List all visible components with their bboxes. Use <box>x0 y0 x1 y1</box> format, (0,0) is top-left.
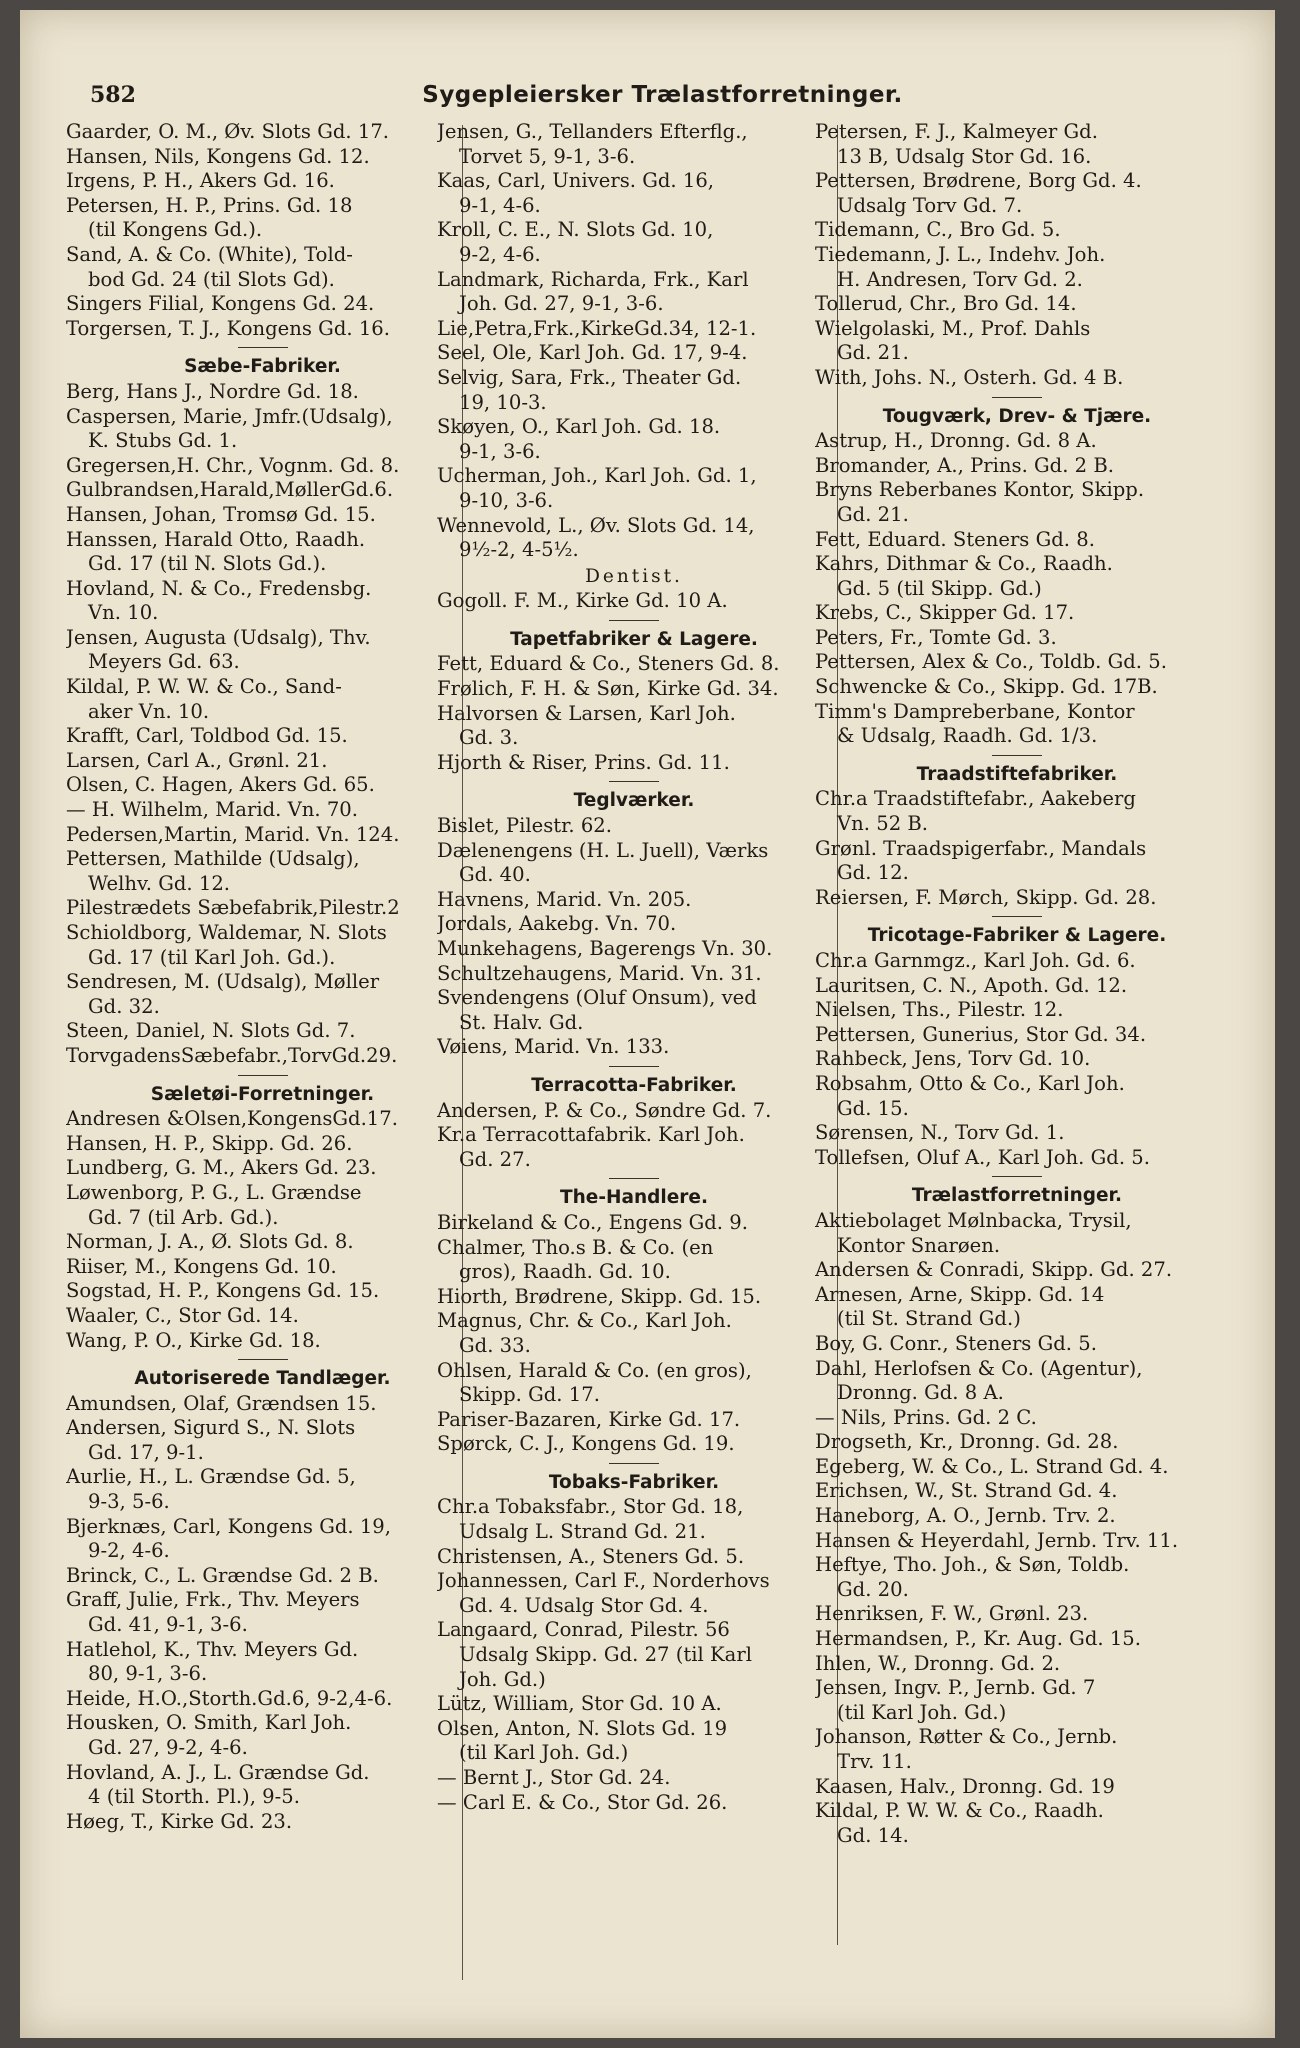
directory-entry: Berg, Hans J., Nordre Gd. 18. <box>66 379 359 403</box>
directory-entry: Pariser-Bazaren, Kirke Gd. 17. <box>437 1407 741 1431</box>
directory-entry: — Nils, Prins. Gd. 2 C. <box>815 1405 1037 1429</box>
section-separator <box>437 1172 831 1184</box>
entry-continuation: Trv. 11. <box>837 1750 912 1773</box>
directory-entry: Johanson, Røtter & Co., Jernb. <box>815 1725 1118 1749</box>
directory-entry: Lundberg, G. M., Akers Gd. 23. <box>66 1156 377 1180</box>
directory-entry: Skøyen, O., Karl Joh. Gd. 18. <box>437 415 721 439</box>
entry-continuation: Gd. 20. <box>837 1577 909 1601</box>
section-heading: Tobaks-Fabriker. <box>548 1471 720 1493</box>
directory-entry: Bryns Reberbanes Kontor, Skipp. <box>815 478 1145 502</box>
entry-continuation: (til Karl Joh. Gd.) <box>459 1741 629 1765</box>
directory-entry: Grønl. Traadspigerfabr., Mandals <box>815 836 1147 860</box>
directory-entry: Kildal, P. W. W. & Co., Raadh. <box>815 1799 1104 1823</box>
directory-entry: TorvgadensSæbefabr.,TorvGd.29. <box>66 1043 398 1067</box>
entry-continuation: 9-3, 5-6. <box>88 1490 170 1514</box>
directory-entry: Egeberg, W. & Co., L. Strand Gd. 4. <box>815 1454 1169 1478</box>
directory-entry: Waaler, C., Stor Gd. 14. <box>66 1303 299 1327</box>
directory-entry: Boy, G. Conr., Steners Gd. 5. <box>815 1331 1097 1355</box>
directory-entry: — Carl E. & Co., Stor Gd. 26. <box>437 1790 728 1814</box>
directory-entry: Sand, A. & Co. (White), Told- <box>66 242 353 266</box>
directory-entry: Tollerud, Chr., Bro Gd. 14. <box>815 292 1077 316</box>
section-separator <box>437 775 831 787</box>
entry-continuation: Gd. 21. <box>837 341 909 365</box>
directory-entry: Hansen, Johan, Tromsø Gd. 15. <box>66 502 376 526</box>
section-heading: Teglværker. <box>573 790 695 812</box>
directory-entry: Hatlehol, K., Thv. Meyers Gd. <box>66 1637 359 1661</box>
entry-continuation: 9½-2, 4-5½. <box>459 538 579 562</box>
section-separator <box>66 1069 459 1081</box>
directory-entry: Sendresen, M. (Udsalg), Møller <box>66 970 380 994</box>
entry-continuation: & Udsalg, Raadh. Gd. 1/3. <box>837 724 1098 748</box>
directory-entry: Kaas, Carl, Univers. Gd. 16, <box>437 169 715 193</box>
directory-entry: Landmark, Richarda, Frk., Karl <box>437 267 749 291</box>
directory-entry: Rahbeck, Jens, Torv Gd. 10. <box>815 1047 1091 1071</box>
entry-continuation: Gd. 33. <box>459 1333 531 1357</box>
directory-entry: Hansen, H. P., Skipp. Gd. 26. <box>66 1131 353 1155</box>
entry-continuation: Gd. 21. <box>837 502 909 526</box>
directory-entry: Krafft, Carl, Toldbod Gd. 15. <box>66 724 348 748</box>
directory-entry: Steen, Daniel, N. Slots Gd. 7. <box>66 1019 356 1043</box>
directory-entry: Hjorth & Riser, Prins. Gd. 11. <box>437 750 730 774</box>
directory-entry: Reiersen, F. Mørch, Skipp. Gd. 28. <box>815 885 1157 909</box>
directory-entry: Hiorth, Brødrene, Skipp. Gd. 15. <box>437 1284 762 1308</box>
entry-continuation: Gd. 27, 9-2, 4-6. <box>88 1736 248 1759</box>
directory-entry: Pilestrædets Sæbefabrik,Pilestr.2 <box>66 896 400 920</box>
entry-continuation: Welhv. Gd. 12. <box>88 871 231 895</box>
directory-entry: Riiser, M., Kongens Gd. 10. <box>66 1254 337 1278</box>
entry-continuation: K. Stubs Gd. 1. <box>88 429 238 453</box>
directory-entry: Jensen, Ingv. P., Jernb. Gd. 7 <box>815 1676 1096 1700</box>
directory-entry: Frølich, F. H. & Søn, Kirke Gd. 34. <box>437 677 779 701</box>
directory-entry: Aurlie, H., L. Grændse Gd. 5, <box>66 1465 356 1489</box>
directory-entry: Andersen, Sigurd S., N. Slots <box>66 1416 356 1440</box>
directory-entry: Kr.a Terracottafabrik. Karl Joh. <box>437 1123 745 1147</box>
section-separator <box>437 1060 831 1072</box>
directory-entry: Gulbrandsen,Harald,MøllerGd.6. <box>66 478 394 502</box>
directory-entry: Kroll, C. E., N. Slots Gd. 10, <box>437 218 714 242</box>
directory-entry: Brinck, C., L. Grændse Gd. 2 B. <box>66 1563 379 1587</box>
directory-entry: Hansen, Nils, Kongens Gd. 12. <box>66 144 370 168</box>
directory-entry: Svendengens (Oluf Onsum), ved <box>437 986 757 1010</box>
directory-entry: Lütz, William, Stor Gd. 10 A. <box>437 1692 722 1716</box>
column-2 <box>437 120 831 1815</box>
directory-entry: Singers Filial, Kongens Gd. 24. <box>66 292 375 316</box>
directory-entry: Hansen & Heyerdahl, Jernb. Trv. 11. <box>815 1528 1179 1552</box>
directory-entry: Tollefsen, Oluf A., Karl Joh. Gd. 5. <box>815 1145 1150 1169</box>
entry-continuation: Gd. 41, 9-1, 3-6. <box>88 1613 248 1637</box>
entry-continuation: Kontor Snarøen. <box>837 1233 1001 1257</box>
directory-entry: Pettersen, Brødrene, Borg Gd. 4. <box>815 169 1142 193</box>
directory-entry: Kahrs, Dithmar & Co., Raadh. <box>815 552 1113 576</box>
directory-entry: Torgersen, T. J., Kongens Gd. 16. <box>66 316 390 340</box>
entry-continuation: Gd. 12. <box>837 861 909 885</box>
directory-entry: Henriksen, F. W., Grønl. 23. <box>815 1602 1089 1626</box>
directory-entry: Langaard, Conrad, Pilestr. 56 <box>437 1618 730 1642</box>
section-separator <box>815 910 1219 922</box>
directory-entry: Lie,Petra,Frk.,KirkeGd.34, 12-1. <box>437 316 757 340</box>
directory-entry: Wielgolaski, M., Prof. Dahls <box>815 316 1091 340</box>
directory-entry: Johannessen, Carl F., Norderhovs <box>437 1569 770 1593</box>
directory-entry: Lauritsen, C. N., Apoth. Gd. 12. <box>815 973 1128 997</box>
directory-entry: Munkehagens, Bagerengs Vn. 30. <box>437 937 773 960</box>
directory-entry: Spørck, C. J., Kongens Gd. 19. <box>437 1432 735 1456</box>
entry-continuation: Meyers Gd. 63. <box>88 650 240 674</box>
directory-entry: Jensen, Augusta (Udsalg), Thv. <box>66 625 371 649</box>
entry-continuation: Vn. 52 B. <box>837 812 929 836</box>
section-separator <box>437 614 831 626</box>
directory-entry: Pettersen, Alex & Co., Toldb. Gd. 5. <box>815 650 1167 674</box>
directory-entry: Selvig, Sara, Frk., Theater Gd. <box>437 365 742 389</box>
page-header <box>90 82 1235 118</box>
directory-entry: — H. Wilhelm, Marid. Vn. 70. <box>66 798 358 822</box>
entry-continuation: Udsalg Skipp. Gd. 27 (til Karl <box>459 1643 752 1667</box>
directory-entry: Christensen, A., Steners Gd. 5. <box>437 1544 745 1568</box>
section-heading: The-Handlere. <box>560 1187 708 1209</box>
directory-entry: Olsen, C. Hagen, Akers Gd. 65. <box>66 773 375 797</box>
directory-entry: Timm's Dampreberbane, Kontor <box>815 699 1135 723</box>
directory-entry: Haneborg, A. O., Jernb. Trv. 2. <box>815 1504 1116 1528</box>
entry-continuation: Gd. 14. <box>837 1823 909 1847</box>
page-number: 582 <box>90 82 136 108</box>
section-heading: Sæbe-Fabriker. <box>184 356 341 378</box>
directory-entry: Wang, P. O., Kirke Gd. 18. <box>66 1328 321 1352</box>
entry-continuation: 9-1, 3-6. <box>459 439 541 463</box>
directory-entry: Vøiens, Marid. Vn. 133. <box>437 1035 670 1059</box>
section-separator <box>437 1457 831 1469</box>
entry-continuation: Gd. 3. <box>459 726 519 750</box>
directory-entry: Schwencke & Co., Skipp. Gd. 17B. <box>815 675 1158 699</box>
entry-continuation: bod Gd. 24 (til Slots Gd). <box>88 267 335 291</box>
directory-entry: Ohlsen, Harald & Co. (en gros), <box>437 1358 752 1382</box>
directory-entry: Larsen, Carl A., Grønl. 21. <box>66 748 328 772</box>
entry-continuation: Joh. Gd. 27, 9-1, 3-6. <box>459 292 664 316</box>
directory-entry: Gregersen,H. Chr., Vognm. Gd. 8. <box>66 453 400 477</box>
directory-entry: Nielsen, Ths., Pilestr. 12. <box>815 998 1064 1022</box>
entry-continuation: (til Kongens Gd.). <box>88 218 263 242</box>
entry-continuation: Gd. 15. <box>837 1096 909 1120</box>
directory-entry: Peters, Fr., Tomte Gd. 3. <box>815 625 1057 649</box>
directory-entry: Schultzehaugens, Marid. Vn. 31. <box>437 961 762 985</box>
section-heading: Tougværk, Drev- & Tjære. <box>882 405 1152 427</box>
directory-entry: Wennevold, L., Øv. Slots Gd. 14, <box>437 513 755 537</box>
section-heading: Autoriserede Tandlæger. <box>134 1368 391 1390</box>
directory-entry: Halvorsen & Larsen, Karl Joh. <box>437 701 736 725</box>
entry-continuation: Gd. 5 (til Skipp. Gd.) <box>837 576 1042 600</box>
directory-entry: Caspersen, Marie, Jmfr.(Udsalg), <box>66 404 393 428</box>
directory-entry: Andresen &Olsen,KongensGd.17. <box>66 1107 398 1131</box>
entry-continuation: Gd. 7 (til Arb. Gd.). <box>88 1205 279 1229</box>
directory-entry: Pettersen, Mathilde (Udsalg), <box>66 847 360 871</box>
section-heading: Dentist. <box>585 565 683 587</box>
entry-continuation: gros), Raadh. Gd. 10. <box>459 1260 671 1284</box>
running-head: Sygepleiersker Trælastforretninger. <box>422 82 903 108</box>
entry-continuation: Vn. 10. <box>88 601 159 625</box>
entry-continuation: Gd. 27. <box>459 1147 531 1171</box>
entry-continuation: 9-2, 4-6. <box>459 242 541 266</box>
column-3 <box>815 120 1219 1848</box>
directory-entry: Magnus, Chr. & Co., Karl Joh. <box>437 1309 732 1333</box>
directory-entry: Petersen, F. J., Kalmeyer Gd. <box>815 120 1098 143</box>
directory-entry: Hanssen, Harald Otto, Raadh. <box>66 527 366 551</box>
directory-entry: Housken, O. Smith, Karl Joh. <box>66 1711 352 1735</box>
entry-continuation: 80, 9-1, 3-6. <box>88 1662 208 1686</box>
entry-continuation: (til St. Strand Gd.) <box>837 1307 1021 1331</box>
section-heading: Sæletøi-Forretninger. <box>150 1083 375 1105</box>
directory-entry: Schioldborg, Waldemar, N. Slots <box>66 921 387 944</box>
directory-entry: Chalmer, Tho.s B. & Co. (en <box>437 1235 714 1259</box>
entry-continuation: 9-1, 4-6. <box>459 193 541 217</box>
directory-entry: Fett, Eduard & Co., Steners Gd. 8. <box>437 652 780 676</box>
directory-entry: Heftye, Tho. Joh., & Søn, Toldb. <box>815 1553 1130 1577</box>
section-separator <box>66 341 459 353</box>
entry-continuation: Torvet 5, 9-1, 3-6. <box>459 144 636 168</box>
section-heading: Traadstiftefabriker. <box>916 763 1118 785</box>
column-1 <box>66 120 459 1834</box>
directory-entry: Fett, Eduard. Steners Gd. 8. <box>815 527 1095 551</box>
section-heading: Terracotta-Fabriker. <box>531 1074 737 1096</box>
directory-entry: Heide, H.O.,Storth.Gd.6, 9-2,4-6. <box>66 1686 393 1710</box>
entry-continuation: H. Andresen, Torv Gd. 2. <box>837 267 1083 291</box>
directory-entry: Gaarder, O. M., Øv. Slots Gd. 17. <box>66 120 390 143</box>
directory-entry: Sørensen, N., Torv Gd. 1. <box>815 1121 1065 1145</box>
directory-entry: Tidemann, C., Bro Gd. 5. <box>815 218 1061 242</box>
directory-entry: With, Johs. N., Osterh. Gd. 4 B. <box>815 365 1124 389</box>
directory-entry: Dahl, Herlofsen & Co. (Agentur), <box>815 1356 1143 1380</box>
entry-continuation: Joh. Gd.) <box>459 1667 546 1691</box>
section-heading: Tapetfabriker & Lagere. <box>510 628 758 650</box>
directory-entry: — Bernt J., Stor Gd. 24. <box>437 1766 671 1789</box>
entry-continuation: Gd. 4. Udsalg Stor Gd. 4. <box>459 1593 709 1617</box>
entry-continuation: Dronng. Gd. 8 A. <box>837 1381 1004 1405</box>
entry-continuation: Udsalg L. Strand Gd. 21. <box>459 1520 706 1544</box>
directory-entry: Pettersen, Gunerius, Stor Gd. 34. <box>815 1022 1147 1046</box>
directory-entry: Andersen, P. & Co., Søndre Gd. 7. <box>437 1098 772 1122</box>
section-separator <box>815 1170 1219 1182</box>
directory-entry: Drogseth, Kr., Dronng. Gd. 28. <box>815 1430 1119 1454</box>
section-heading: Tricotage-Fabriker & Lagere. <box>867 925 1167 947</box>
directory-entry: Løwenborg, P. G., L. Grændse <box>66 1180 362 1204</box>
entry-continuation: Gd. 17 (til Karl Joh. Gd.). <box>88 945 336 969</box>
entry-continuation: aker Vn. 10. <box>88 699 210 723</box>
directory-entry: Graff, Julie, Frk., Thv. Meyers <box>66 1588 360 1612</box>
directory-entry: Arnesen, Arne, Skipp. Gd. 14 <box>815 1282 1105 1306</box>
entry-continuation: Gd. 40. <box>459 863 531 887</box>
directory-entry: Erichsen, W., St. Strand Gd. 4. <box>815 1479 1118 1503</box>
entry-continuation: Gd. 17, 9-1. <box>88 1440 204 1464</box>
directory-entry: Birkeland & Co., Engens Gd. 9. <box>437 1210 748 1234</box>
section-separator <box>66 1353 459 1365</box>
entry-continuation: 9-2, 4-6. <box>88 1539 170 1563</box>
directory-entry: Astrup, H., Dronng. Gd. 8 A. <box>815 429 1097 453</box>
directory-entry: Hovland, N. & Co., Fredensbg. <box>66 576 372 600</box>
directory-entry: Andersen & Conradi, Skipp. Gd. 27. <box>815 1258 1173 1282</box>
directory-entry: Irgens, P. H., Akers Gd. 16. <box>66 169 335 193</box>
directory-entry: Tiedemann, J. L., Indehv. Joh. <box>815 242 1106 266</box>
directory-entry: Bromander, A., Prins. Gd. 2 B. <box>815 453 1115 477</box>
directory-entry: Jordals, Aakebg. Vn. 70. <box>437 912 677 936</box>
entry-continuation: Gd. 17 (til N. Slots Gd.). <box>88 552 327 576</box>
directory-entry: Petersen, H. P., Prins. Gd. 18 <box>66 193 353 217</box>
directory-entry: Ihlen, W., Dronng. Gd. 2. <box>815 1651 1061 1675</box>
directory-entry: Bislet, Pilestr. 62. <box>437 814 612 838</box>
directory-entry: Dælenengens (H. L. Juell), Værks <box>437 838 769 862</box>
directory-entry: Sogstad, H. P., Kongens Gd. 15. <box>66 1279 380 1303</box>
entry-continuation: Gd. 32. <box>88 994 160 1018</box>
directory-entry: Hermandsen, P., Kr. Aug. Gd. 15. <box>815 1627 1141 1651</box>
directory-entry: Ucherman, Joh., Karl Joh. Gd. 1, <box>437 464 757 488</box>
directory-entry: Pedersen,Martin, Marid. Vn. 124. <box>66 822 400 846</box>
directory-entry: Chr.a Tobaksfabr., Stor Gd. 18, <box>437 1495 744 1519</box>
directory-entry: Jensen, G., Tellanders Efterflg., <box>437 120 748 143</box>
directory-entry: Chr.a Traadstiftefabr., Aakeberg <box>815 787 1136 811</box>
directory-entry: Aktiebolaget Mølnbacka, Trysil, <box>815 1208 1132 1232</box>
directory-entry: Olsen, Anton, N. Slots Gd. 19 <box>437 1716 728 1740</box>
directory-entry: Norman, J. A., Ø. Slots Gd. 8. <box>66 1230 354 1254</box>
directory-entry: Kildal, P. W. W. & Co., Sand- <box>66 675 342 699</box>
directory-entry: Gogoll. F. M., Kirke Gd. 10 A. <box>437 589 728 613</box>
directory-entry: Krebs, C., Skipper Gd. 17. <box>815 601 1075 625</box>
entry-continuation: St. Halv. Gd. <box>459 1010 584 1034</box>
directory-entry: Seel, Ole, Karl Joh. Gd. 17, 9-4. <box>437 341 748 365</box>
section-heading: Trælastforretninger. <box>911 1185 1123 1207</box>
entry-continuation: 4 (til Storth. Pl.), 9-5. <box>88 1785 300 1809</box>
directory-entry: Robsahm, Otto & Co., Karl Joh. <box>815 1071 1125 1095</box>
entry-continuation: 13 B, Udsalg Stor Gd. 16. <box>837 144 1092 168</box>
entry-continuation: Skipp. Gd. 17. <box>459 1383 600 1407</box>
directory-entry: Høeg, T., Kirke Gd. 23. <box>66 1809 293 1833</box>
directory-entry: Chr.a Garnmgz., Karl Joh. Gd. 6. <box>815 949 1136 972</box>
entry-continuation: (til Karl Joh. Gd.) <box>837 1700 1007 1724</box>
directory-entry: Bjerknæs, Carl, Kongens Gd. 19, <box>66 1514 391 1538</box>
directory-entry: Kaasen, Halv., Dronng. Gd. 19 <box>815 1774 1115 1798</box>
directory-entry: Hovland, A. J., L. Grændse Gd. <box>66 1760 370 1784</box>
entry-continuation: 19, 10-3. <box>459 390 547 414</box>
directory-entry: Havnens, Marid. Vn. 205. <box>437 887 692 911</box>
section-separator <box>815 391 1219 403</box>
directory-entry: Amundsen, Olaf, Grændsen 15. <box>66 1391 377 1415</box>
entry-continuation: 9-10, 3-6. <box>459 488 554 512</box>
entry-continuation: Udsalg Torv Gd. 7. <box>837 193 1023 217</box>
section-separator <box>815 749 1219 761</box>
